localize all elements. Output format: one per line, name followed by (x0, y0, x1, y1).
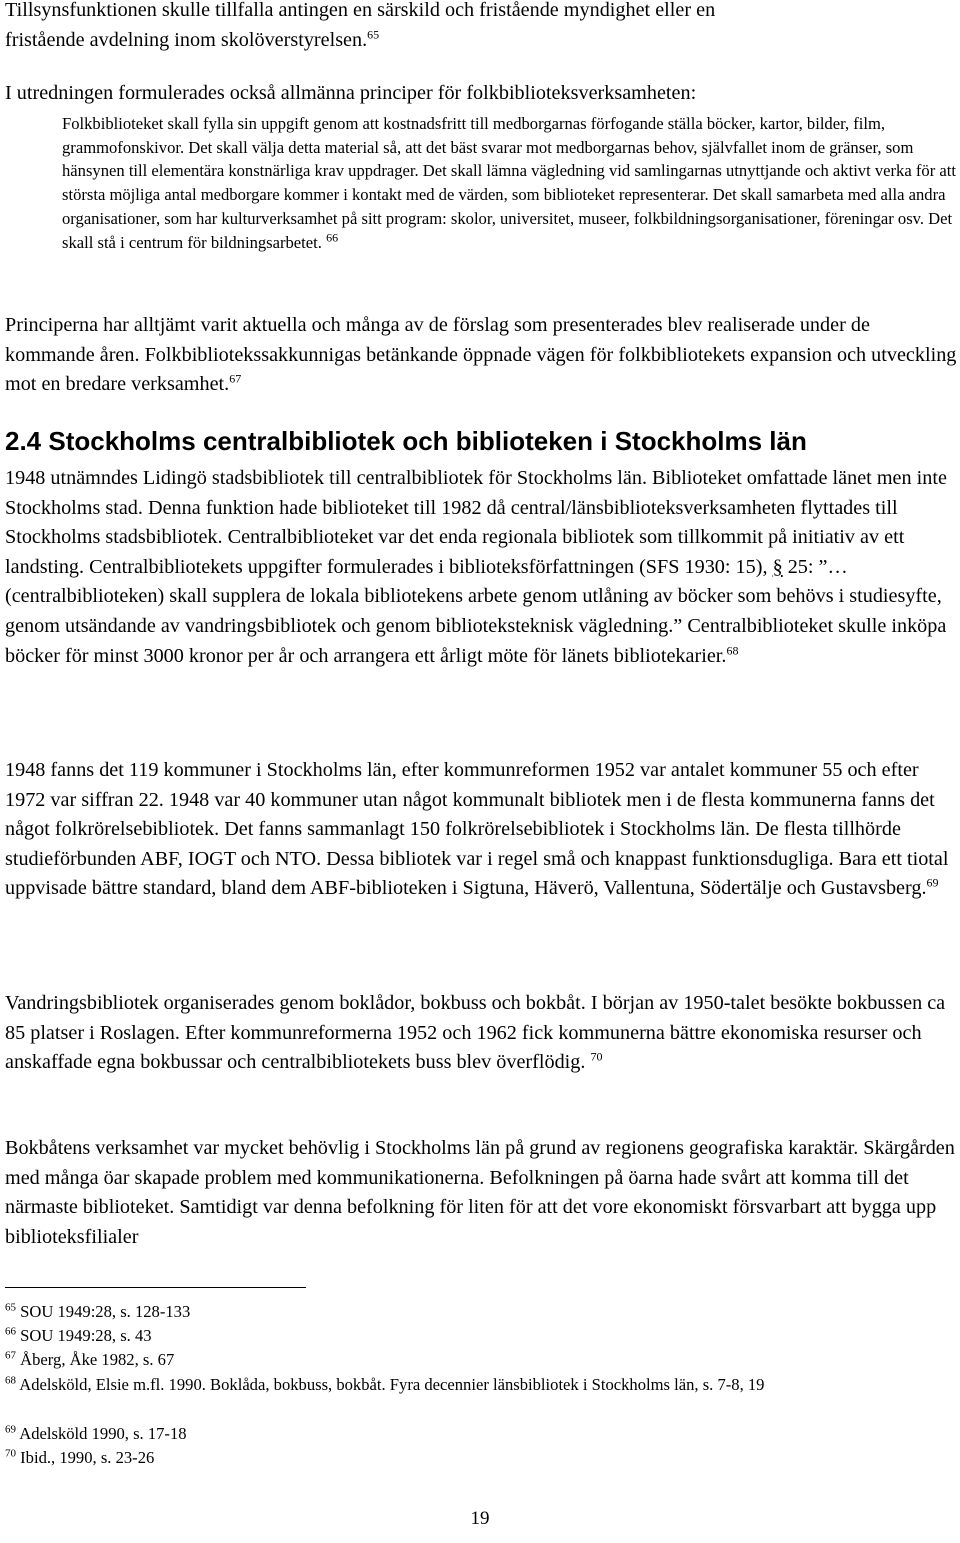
paragraph-kommuner-text: 1948 fanns det 119 kommuner i Stockholms län, efter kommunreformen 1952 var antalet kommuner 55 och efter 1972 var siffran 22. 1948 var 40 kommuner utan något kommunalt bibliotek men i de flesta kommunerna fanns det något folkrörelsebibliotek. Det fanns sammanlagt 150 folkrörelsebibliotek i Stockholms län. De flesta tillhörde studieförbunden ABF, IOGT och NTO. Dessa bibliotek var i regel små och knappast funktionsdugliga. Bara ett tiotal uppvisade bättre standard, bland dem ABF-biblioteken i Sigtuna, Häverö, Vallentuna, Södertälje och Gustavsberg. (5, 759, 949, 900)
footnote-text: Åberg, Åke 1982, s. 67 (20, 1350, 175, 1369)
footnote-65 (5, 1300, 957, 1324)
footnote-69 (5, 1422, 957, 1446)
footnote-number: 65 (5, 1301, 16, 1314)
footnote-ref-70[interactable]: 70 (590, 1049, 603, 1064)
paragraph-centralbibliotek-text-b: 25: ”…(centralbiblioteken) skall supplera de lokala bibliotekens arbete genom utlåning av böcker som behövs i studiesyfte, genom utsändande av vandringsbibliotek och genom biblioteksteknisk vägledning.” Centralbiblioteket skulle inköpa böcker för minst 3000 kronor per år och arrangera ett årligt möte för länets bibliotekarier. (5, 555, 947, 667)
section-heading: 2.4 Stockholms centralbibliotek och biblioteken i Stockholms län (5, 426, 807, 456)
continued-paragraph (5, 0, 957, 55)
footnote-ref-67[interactable]: 67 (229, 371, 242, 386)
footnote-divider (5, 1287, 306, 1288)
footnote-number: 66 (5, 1325, 16, 1338)
footnote-66 (5, 1324, 957, 1348)
footnote-number: 69 (5, 1423, 16, 1436)
continued-line-1: Tillsynsfunktionen skulle tillfalla antingen en särskild och fristående myndighet eller en (5, 0, 716, 21)
footnote-text: SOU 1949:28, s. 128-133 (20, 1302, 191, 1321)
footnote-number: 68 (5, 1374, 16, 1387)
paragraph-kommuner (5, 756, 957, 904)
footnote-number: 67 (5, 1349, 16, 1362)
footnote-ref-69[interactable]: 69 (926, 875, 939, 890)
paragraph-centralbibliotek-text-a: 1948 utnämndes Lidingö stadsbibliotek till centralbibliotek för Stockholms län. Biblioteket omfattade länet men inte Stockholms stad. Denna funktion hade biblioteket till 1982 då central/länsbiblioteksverksamheten flyttades till Stockholms stadsbibliotek. Centralbiblioteket var det enda regionala bibliotek som tillkommit på initiativ av ett landsting. Centralbibliotekets uppgifter formulerades i biblioteksförfattningen (SFS 1930: 15), (5, 467, 947, 578)
page-number: 19 (470, 1508, 490, 1529)
footnote-ref-65[interactable]: 65 (367, 26, 380, 41)
footnote-text: Ibid., 1990, s. 23-26 (20, 1448, 155, 1467)
paragraph-centralbibliotek (5, 464, 957, 671)
paragraph-vandringsbibliotek-text: Vandringsbibliotek organiserades genom boklådor, bokbuss och bokbåt. I början av 1950-talet besökte bokbussen ca 85 platser i Roslagen. Efter kommunreformerna 1952 och 1962 fick kommunerna bättre ekonomiska resurser och anskaffade egna bokbussar och centralbibliotekets buss blev överflödig. (5, 992, 946, 1074)
footnote-number: 70 (5, 1447, 16, 1460)
footnote-67 (5, 1348, 957, 1372)
continued-line-2: fristående avdelning inom skolöverstyrelsen. (5, 28, 368, 51)
footnote-70 (5, 1446, 957, 1470)
footnote-text: Adelsköld, Elsie m.fl. 1990. Boklåda, bokbuss, bokbåt. Fyra decennier länsbibliotek i Stockholms län, s. 7-8, 19 (19, 1375, 765, 1394)
block-quote (62, 112, 957, 254)
section-sign: § (772, 555, 783, 578)
paragraph-bokbat: Bokbåtens verksamhet var mycket behövlig i Stockholms län på grund av regionens geografiska karaktär. Skärgården med många öar skapade problem med kommunikationerna. Befolkningen på öarna hade svårt att komma till det närmaste biblioteket. Samtidigt var denna befolkning för liten för att det vore ekonomiskt försvarbart att bygga upp biblioteksfilialer (5, 1137, 955, 1248)
paragraph-principles (5, 311, 957, 400)
footnote-text: SOU 1949:28, s. 43 (20, 1326, 152, 1345)
footnote-68 (5, 1373, 957, 1397)
footnote-ref-68[interactable]: 68 (726, 642, 739, 657)
footnote-text: Adelsköld 1990, s. 17-18 (19, 1424, 187, 1443)
paragraph-principles-text: Principerna har alltjämt varit aktuella och många av de förslag som presenterades blev realiserade under de kommande åren. Folkbibliotekssakkunnigas betänkande öppnade vägen för folkbibliotekets expansion och utveckling mot en bredare verksamhet. (5, 314, 957, 396)
quote-text: Folkbiblioteket skall fylla sin uppgift genom att kostnadsfritt till medborgarnas förfogande ställa böcker, kartor, bilder, film, grammofonskivor. Det skall välja detta material så, att det bäst svarar mot medborgarnas behov, självfallet inom de gränser, som hänsynen till elementära konstnärliga krav uppdrager. Det skall lämna vägledning vid samlingarnas utnyttjande och aktivt verka för att största möjliga antal medborgare kommer i kontakt med de värden, som biblioteket representerar. Det skall samarbeta med alla andra organisationer, som har kulturverksamhet på sitt program: skolor, universitet, museer, folkbildningsorganisationer, föreningar osv. Det skall stå i centrum för bildningsarbetet. (62, 114, 956, 252)
footnote-ref-66[interactable]: 66 (326, 229, 339, 244)
intro-line: I utredningen formulerades också allmänna principer för folkbiblioteksverksamheten: (5, 82, 697, 104)
paragraph-vandringsbibliotek (5, 989, 957, 1078)
